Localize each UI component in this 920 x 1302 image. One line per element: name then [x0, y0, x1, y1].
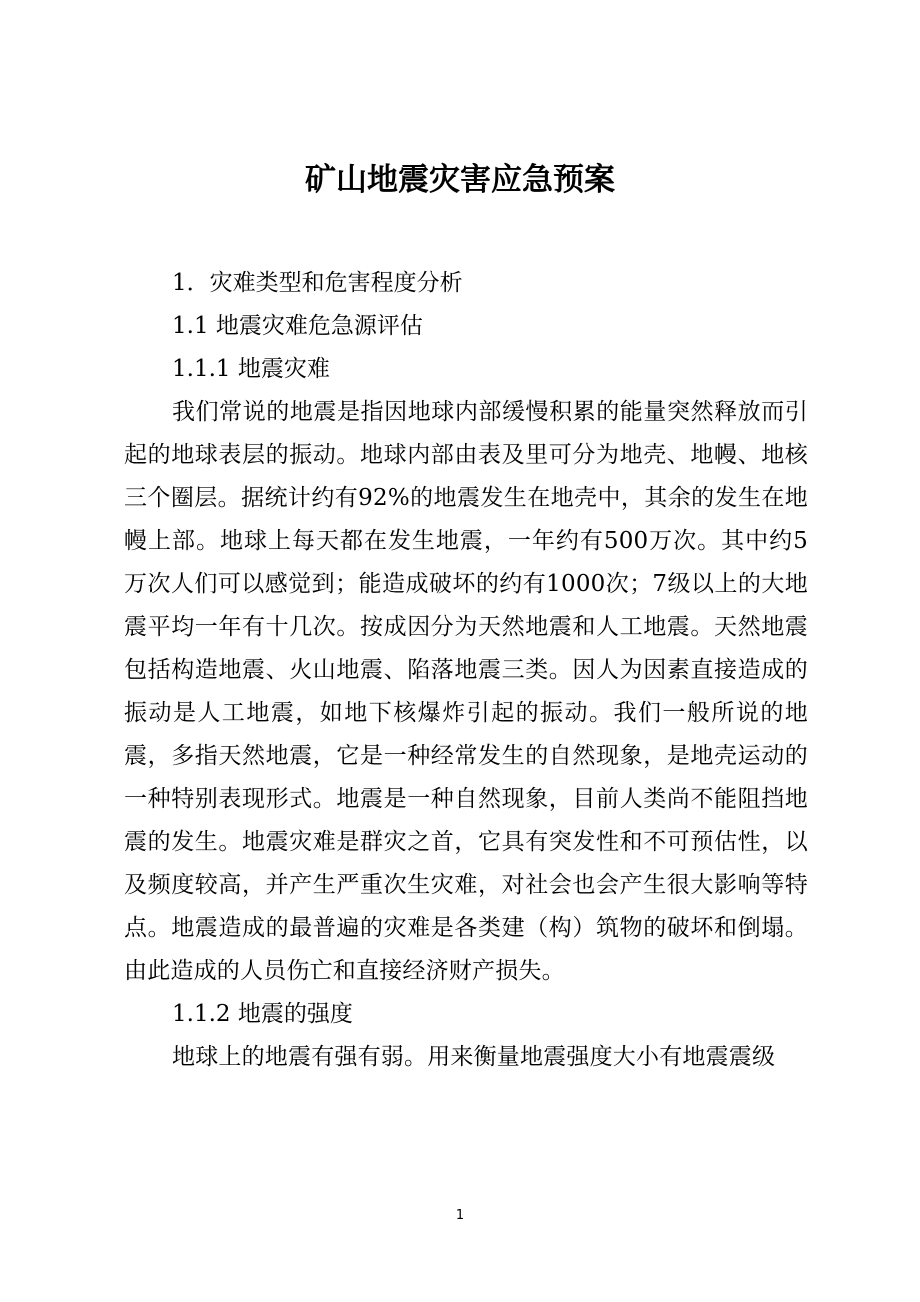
paragraph-earthquake-intensity: 地球上的地震有强有弱。用来衡量地震强度大小有地震震级 — [172, 1044, 776, 1070]
paragraph-earthquake-disaster: 我们常说的地震是指因地球内部缓慢积累的能量突然释放而引起的地球表层的振动。地球内部由表及里可分为地壳、地幔、地核三个圈层。据统计约有92%的地震发生在地壳中，其余的发生在地幔上部。地球上每天都在发生地震，一年约有500万次。其中约5万次人们可以感觉到；能造成破坏的约有1000次；7级以上的大地震平均一年有十几次。按成因分为天然地震和人工地震。天然地震包括构造地震、火山地震、陷落地震三类。因人为因素直接造成的振动是人工地震，如地下核爆炸引起的振动。我们一般所说的地震，多指天然地震，它是一种经常发生的自然现象，是地壳运动的一种特别表现形式。地震是一种自然现象，目前人类尚不能阻挡地震的发生。地震灾难是群灾之首，它具有突发性和不可预估性，以及频度较高，并产生严重次生灾难，对社会也会产生很大影响等特点。地震造成的最普遍的灾难是各类建（构）筑物的破坏和倒塌。由此造成的人员伤亡和直接经济财产损失。 — [124, 399, 808, 984]
section-heading-1-1-1: 1.1.1 地震灾难 — [172, 356, 330, 382]
section-heading-1-1-2: 1.1.2 地震的强度 — [172, 1001, 353, 1027]
document-title: 矿山地震灾害应急预案 — [305, 162, 615, 198]
section-heading-1-1: 1.1 地震灾难危急源评估 — [172, 313, 423, 339]
document-body — [124, 262, 808, 1079]
page-number: 1 — [455, 1208, 465, 1223]
section-heading-1: 1．灾难类型和危害程度分析 — [172, 270, 463, 296]
